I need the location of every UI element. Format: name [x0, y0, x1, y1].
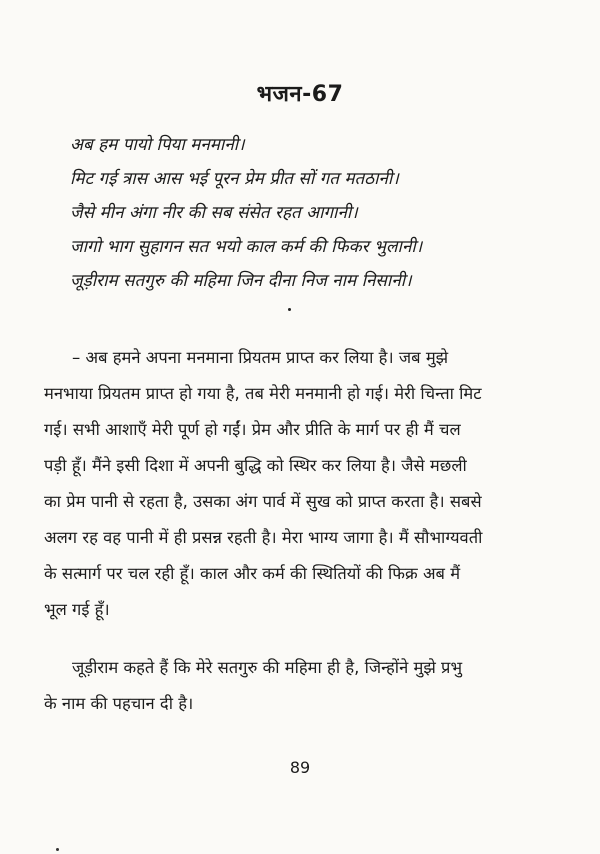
explanation-paragraph-1 — [44, 340, 574, 628]
poem-line: जैसे मीन अंगा नीर की सब संसेत रहत आगानी। — [70, 203, 358, 223]
ink-speck — [56, 848, 59, 851]
ink-speck — [288, 308, 291, 311]
poem-line: जागो भाग सुहागन सत भयो काल कर्म की फिकर भुलानी। — [70, 237, 423, 257]
paragraph-line: का प्रेम पानी से रहता है, उसका अंग पार्व में सुख को प्राप्त करता है। सबसे — [44, 492, 482, 511]
paragraph-line: – अब हमने अपना मनमाना प्रियतम प्राप्त कर लिया है। जब मुझे — [72, 348, 449, 367]
poem-line: जूड़ीराम सतगुरु की महिमा जिन दीना निज नाम निसानी। — [70, 271, 412, 291]
paragraph-line: के सत्मार्ग पर चल रही हूँ। काल और कर्म की स्थितियों की फिक्र अब मैं — [44, 564, 461, 583]
paragraph-line: के नाम की पहचान दी है। — [44, 694, 194, 713]
paragraph-line: गई। सभी आशाएँ मेरी पूर्ण हो गईं। प्रेम और प्रीति के मार्ग पर ही मैं चल — [44, 420, 461, 439]
paragraph-line: भूल गई हूँ। — [44, 600, 110, 619]
page-number: 89 — [289, 758, 311, 777]
explanation-paragraph-2 — [44, 650, 574, 722]
poem-line: मिट गई त्रास आस भई पूरन प्रेम प्रीत सों गत मतठानी। — [70, 169, 399, 189]
bhajan-title: भजन-67 — [256, 82, 344, 107]
paragraph-line: मनभाया प्रियतम प्राप्त हो गया है, तब मेरी मनमानी हो गई। मेरी चिन्ता मिट — [44, 384, 482, 403]
paragraph-line: पड़ी हूँ। मैंने इसी दिशा में अपनी बुद्धि को स्थिर कर लिया है। जैसे मछली — [44, 456, 467, 475]
poem-verses — [70, 128, 570, 298]
poem-line: अब हम पायो पिया मनमानी। — [70, 135, 245, 155]
paragraph-line: जूड़ीराम कहते हैं कि मेरे सतगुरु की महिमा ही है, जिन्होंने मुझे प्रभु — [72, 658, 463, 677]
paragraph-line: अलग रह वह पानी में ही प्रसन्न रहती है। मेरा भाग्य जागा है। मैं सौभाग्यवती — [44, 528, 483, 547]
